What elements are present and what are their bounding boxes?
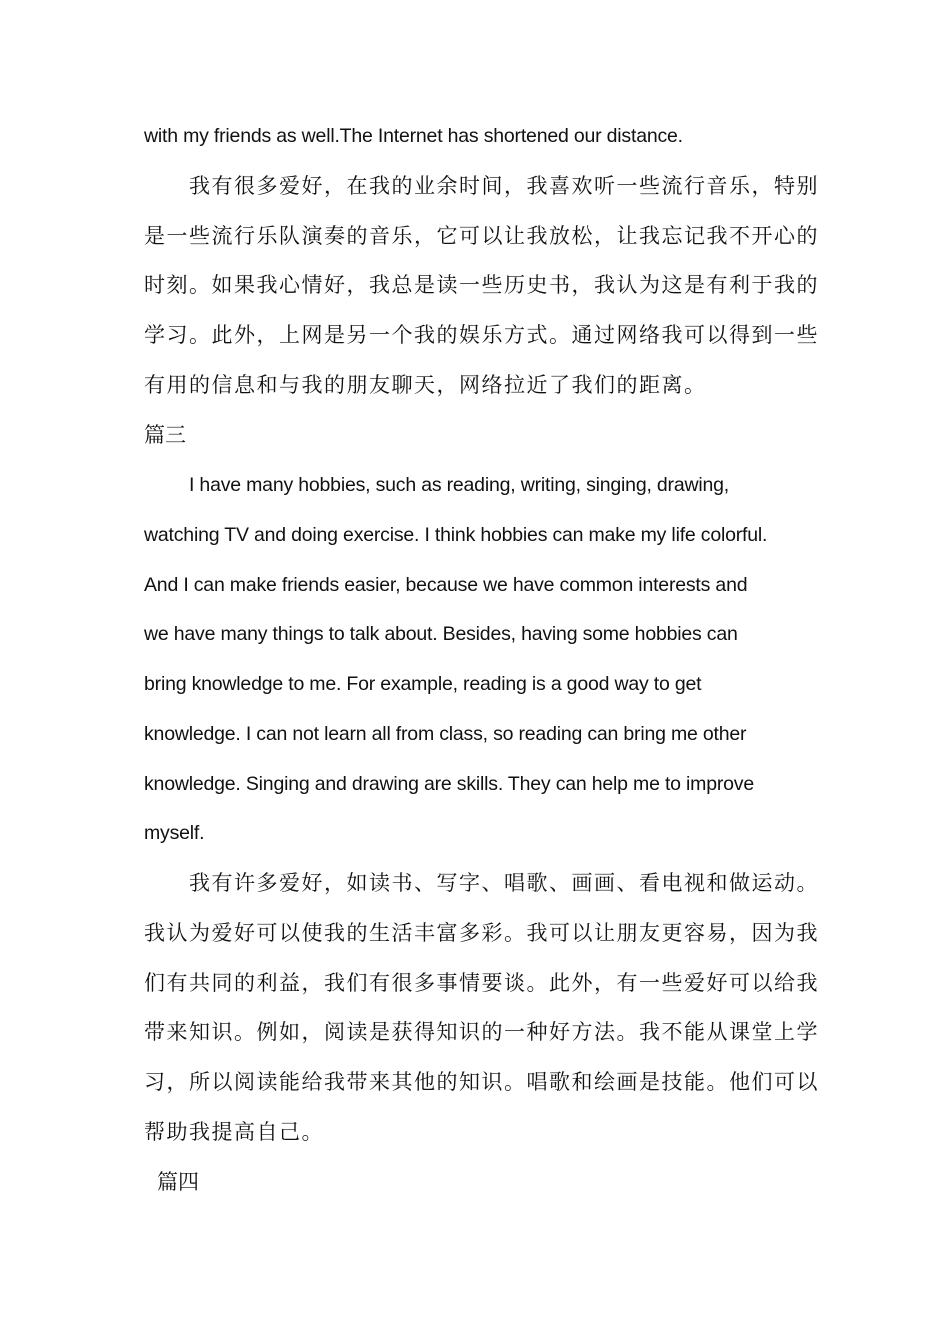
paragraph-3-en-line-2: watching TV and doing exercise. I think hobbies can make my life colorful. bbox=[144, 524, 768, 546]
paragraph-3-zh-line-5: 习，所以阅读能给我带来其他的知识。唱歌和绘画是技能。他们可以 bbox=[144, 1070, 819, 1094]
paragraph-3-en-line-5: bring knowledge to me. For example, reading is a good way to get bbox=[144, 673, 702, 695]
paragraph-3-en-line-4: we have many things to talk about. Besides, having some hobbies can bbox=[144, 623, 738, 645]
paragraph-1-zh-line-3: 时刻。如果我心情好，我总是读一些历史书，我认为这是有利于我的 bbox=[144, 273, 819, 297]
section-heading-4: 篇四 bbox=[157, 1170, 199, 1194]
paragraph-1-zh-line-2: 是一些流行乐队演奏的音乐，它可以让我放松，让我忘记我不开心的 bbox=[144, 224, 819, 248]
paragraph-3-en-line-6: knowledge. I can not learn all from class, so reading can bring me other bbox=[144, 723, 747, 745]
paragraph-3-zh-line-2: 我认为爱好可以使我的生活丰富多彩。我可以让朋友更容易，因为我 bbox=[144, 921, 819, 945]
paragraph-3-zh-line-4: 带来知识。例如，阅读是获得知识的一种好方法。我不能从课堂上学 bbox=[144, 1020, 819, 1044]
paragraph-3-zh-line-3: 们有共同的利益，我们有很多事情要谈。此外，有一些爱好可以给我 bbox=[144, 971, 819, 995]
paragraph-3-en-line-3: And I can make friends easier, because we have common interests and bbox=[144, 574, 748, 596]
paragraph-3-en-line-8: myself. bbox=[144, 822, 205, 844]
paragraph-1-zh-line-5: 有用的信息和与我的朋友聊天，网络拉近了我们的距离。 bbox=[144, 373, 707, 397]
paragraph-1-zh-line-4: 学习。此外，上网是另一个我的娱乐方式。通过网络我可以得到一些 bbox=[144, 323, 819, 347]
paragraph-3-zh-line-6: 帮助我提高自己。 bbox=[144, 1120, 324, 1144]
paragraph-3-zh-line-1: 我有许多爱好，如读书、写字、唱歌、画画、看电视和做运动。 bbox=[189, 871, 819, 895]
paragraph-1-en-line-1: with my friends as well.The Internet has shortened our distance. bbox=[144, 125, 683, 147]
paragraph-3-en-line-7: knowledge. Singing and drawing are skills. They can help me to improve bbox=[144, 773, 754, 795]
section-heading-3: 篇三 bbox=[144, 423, 186, 447]
paragraph-1-zh-line-1: 我有很多爱好，在我的业余时间，我喜欢听一些流行音乐，特别 bbox=[189, 174, 819, 198]
paragraph-3-en-line-1: I have many hobbies, such as reading, writing, singing, drawing, bbox=[189, 474, 730, 496]
